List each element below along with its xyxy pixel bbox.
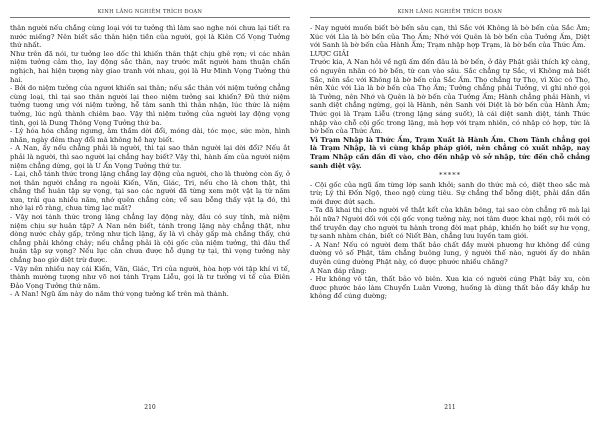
paragraph: - A Nan, ấy nếu chẳng phải là người, thì tại sao thân người lại dời đổi? Nếu ắt phải là người, thì sao người lại chẳng hay biết? Vậy thì, hành ấm của người niệm niệm chẳng dừng, gọi là U Ẩn Vọng Tưởng thứ tư. <box>10 144 290 170</box>
paragraph: - Nay người muốn biết bờ bến sâu cạn, thì Sắc với Không là bờ bến của Sắc Ấm; Xúc với Lìa là bờ bến của Thọ Ấm; Nhớ với Quên là bờ bến của Tưởng Ấm, Diệt với Sanh là bờ bến của Hành Ấm; Trạm nhập hợp Trạm, là bờ bến của Thức Ấm. <box>310 24 590 50</box>
paragraph: - Cội gốc của ngũ ấm từng lớp sanh khởi; sanh do thức mà có, diệt theo sắc mà trừ; Lý thì Đốn Ngộ, theo ngộ cùng tiêu. Sự chẳng thể bỗng diệt, phải dần dần mới được dứt sạch. <box>310 180 590 206</box>
paragraph: - Hư không vô tận, thất bảo vô biên. Xưa kia có người cúng Phật bảy xu, còn được phước báo làm Chuyển Luân Vương, huống là dùng thất bảo đầy khắp hư không để cúng dường; <box>310 275 590 301</box>
left-page-body <box>10 24 290 394</box>
right-page <box>300 0 600 424</box>
paragraph: - A Nan! Nếu có người đem thất bảo chất đầy mười phương hư không để cúng dường vô số Phật, tâm chẳng buông lung, ý người thế nào, người ấy do nhân duyên cúng dường Phật này, có được phước nhiều chăng? <box>310 240 590 267</box>
left-page-header: KINH LĂNG NGHIÊM TRÍCH ĐOẠN <box>10 9 290 18</box>
right-page-number: 211 <box>444 404 456 411</box>
right-page-body <box>310 24 590 394</box>
section-heading: LƯỢC GIẢI <box>310 49 349 58</box>
paragraph: - Vậy nơi tánh thức trong lặng chẳng lay động này, đâu có suy tính, mà niệm niệm chịu sự huân tập? A Nan nên biết, tánh trong lặng này chẳng thật, như dòng nước chảy gấp, trông như tịch lặng, ấy là vì chảy gấp mà chẳng thấy, chứ chẳng phải không chảy; nếu chẳng phải là cội gốc của niệm tưởng, thì đâu thể huân tập sự vọng? Nếu lục căn chưa được hỗ dụng tự tại, thì vọng tưởng này chẳng bao giờ diệt trừ được. <box>10 213 290 265</box>
paragraph: - A Nan! Ngũ ấm này do năm thứ vọng tưởng kể trên mà thành. <box>10 290 229 299</box>
paragraph: - Ta đã khai thị cho người về thắt kết của khăn bông, tại sao còn chẳng rõ mà lại hỏi nữa? Người đối với cội gốc vọng tưởng này, nơi tâm được khai ngộ, rồi mới có thể truyền dạy cho người tu hành trong đời mạt pháp, khiến họ biết sự hư vọng, tự sanh nhàm chán, biết có Niết Bàn, chẳng lưu luyến tam giới. <box>310 206 590 241</box>
right-page-header: KINH LĂNG NGHIÊM TRÍCH ĐOẠN <box>310 9 590 18</box>
bold-paragraph: Vì Trạm Nhập là Thức Ấm, Trạm Xuất là Hành Ấm. Chơn Tánh chẳng gọi là Trạm Nhập, là vì cùng khắp pháp giới, nên chẳng có xuất nhập, nay Trạm Nhập cần dần đi vào, cho đến nhập vô sở nhập, tức đến chỗ chẳng sanh diệt vậy. <box>310 135 590 170</box>
paragraph: - Lại, chỗ tánh thức trong lặng chẳng lay động của người, cho là thường còn ấy, ở nơi thân người chẳng ra ngoài Kiến, Văn, Giác, Tri, nếu cho là chơn thật, thì chẳng thể huân tập sự vọng, tại sao các người đã từng xem một vật lạ từ năm xưa, trải qua nhiều năm, nhớ quên chẳng còn; về sau bỗng thấy vật lạ đó, thì nhớ lại rõ ràng, chưa từng lạc mất? <box>10 170 290 213</box>
paragraph: A Nan đáp rằng: <box>310 266 367 275</box>
paragraph: - Bởi do niệm tưởng của ngươi khiến sai thân; nếu sắc thân với niệm tưởng chẳng cùng loại, thì tại sao thân người lại theo niệm tưởng sai khiến? Đủ thứ niệm tưởng tương ưng với niệm tưởng, hễ tâm sanh thì thân nhận, lúc thức là niệm tưởng, lúc ngủ thành chiêm bao. Vậy thì niệm tưởng của người lay động vọng tình, gọi là Dung Thông Vọng Tưởng thứ ba. <box>10 84 290 127</box>
paragraph: Như trên đã nói, tư tưởng leo dốc thì khiến thân thật chịu ghê rợn; vì các nhân niệm tưởng cảm thọ, lay động sắc thân, nay trước mắt người ham thuận chấn nghịch, hai hiện tượng này giao tranh với nhau, gọi là Hư Minh Vọng Tưởng thứ hai. <box>10 49 290 84</box>
paragraph: - Lý hóa hóa chẳng ngưng, âm thầm dời đổi, móng dài, tóc mọc, sức mòn, hình nhăn, ngày đêm thay đổi mà không hề hay biết. <box>10 127 290 144</box>
paragraph: thân người nếu chẳng cùng loại với tư tưởng thì làm sao nghe nói chưa lại tiết ra nước miếng? Nên biết sắc thân hiện tiền của người, gọi là Kiên Cố Vọng Tưởng thứ nhất. <box>10 24 290 50</box>
paragraph: Trước kia, A Nan hỏi về ngũ ấm đến đâu là bờ bến, ở đây Phật giải thích kỹ càng, có nguyên nhân có bờ bến, từ can vào sâu. Sắc chẳng tự Sắc, vì Không mà biết Sắc, nên sắc với Không là bờ bến của Sắc Ấm. Thọ chẳng tự Thọ, vì Xúc có Thọ, nên Xúc với Lìa là bờ bến của Thọ Ấm; Tưởng chẳng phải Tưởng, vì ghi nhớ gọi là Tưởng, nên Nhớ và Quên là bờ bến của Tưởng Ấm; Hành chẳng phải Hành, vì sanh diệt chẳng ngừng, gọi là Hành, nên Sanh với Diệt là bờ bến của Hành Ấm; Thức gọi là Trạm Liễu (trong lặng sáng suốt), là cái diệt sanh diệt, tánh Thức nhập vào chỗ cội gốc trong lặng, mà hợp với trạm nhiên, có nhập có hợp, tức là bờ bến của Thức Ấm. <box>310 58 590 136</box>
left-page-number: 210 <box>144 404 156 411</box>
section-divider-stars: ***** <box>439 171 461 180</box>
paragraph: - Vậy nên nhiều nay cái Kiến, Văn, Giác, Tri của người, hòa hợp với tập khí vi tế, thành mường tượng như võ nơi tánh Trạm Liễu, gọi là tư tưởng vi tế của Điên Đảo Vọng Tưởng thứ năm. <box>10 264 290 290</box>
